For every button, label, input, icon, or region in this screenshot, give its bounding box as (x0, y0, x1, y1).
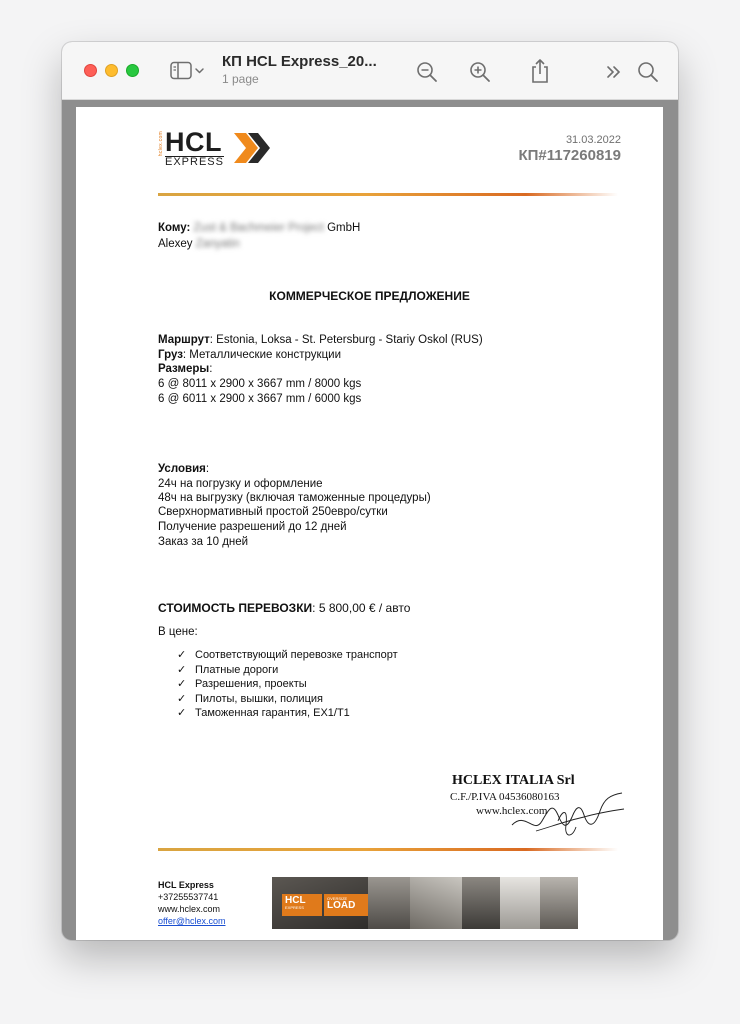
search-icon (637, 61, 659, 83)
sidebar-toggle-button[interactable] (170, 58, 206, 84)
condition-line: Получение разрешений до 12 дней (158, 521, 347, 533)
checkmark-icon: ✓ (177, 663, 187, 676)
list-item: ✓ Разрешения, проекты (177, 678, 307, 690)
price-value: : 5 800,00 € / авто (312, 601, 411, 615)
stamp-vat-number: C.F./P.IVA 04536080163 (450, 791, 560, 803)
price-line (158, 601, 410, 616)
checkmark-icon: ✓ (177, 707, 187, 719)
route-label: Маршрут (158, 334, 210, 346)
checkmark-icon: ✓ (177, 678, 187, 690)
document-page (76, 107, 663, 940)
recipient-company-line (158, 221, 360, 236)
footer-contacts (158, 879, 226, 927)
zoom-out-button[interactable] (414, 59, 440, 85)
sizes-heading (158, 362, 212, 377)
recipient-company-redacted: Zust & Bachmeier Project (193, 222, 324, 234)
cargo-label: Груз (158, 349, 183, 361)
document-title: КП HCL Express_20... (222, 53, 377, 70)
condition-line: 48ч на выгрузку (включая таможенные процедуры) (158, 492, 431, 504)
route-line (158, 333, 483, 348)
company-stamp (436, 773, 626, 843)
footer-website: www.hclex.com (158, 904, 221, 914)
sizes-label: Размеры (158, 363, 210, 375)
preview-window (62, 42, 678, 940)
footer-banner-image (272, 877, 578, 929)
document-heading: КОММЕРЧЕСКОЕ ПРЕДЛОЖЕНИЕ (269, 289, 470, 303)
share-icon (530, 58, 550, 84)
zoom-out-icon (416, 61, 438, 83)
checkmark-icon: ✓ (177, 649, 187, 661)
company-logo (158, 129, 278, 169)
offer-number: КП#117260819 (518, 147, 621, 164)
logo-brand: HCL (165, 127, 222, 157)
sizes-colon: : (209, 363, 213, 375)
list-item: ✓ Таможенная гарантия, EX1/T1 (177, 707, 350, 719)
minimize-button[interactable] (105, 64, 118, 77)
size-line: 6 @ 6011 x 2900 x 3667 mm / 6000 kgs (158, 393, 362, 405)
recipient-first-name: Alexey (158, 238, 196, 250)
signature-scribble (506, 781, 626, 843)
cargo-value: : Металлические конструкции (182, 349, 342, 361)
condition-line: Сверхнормативный простой 250евро/сутки (158, 506, 388, 518)
banner-hcl-logo: HCL EXPRESS (282, 894, 322, 916)
stamp-company-name: HCLEX ITALIA Srl (452, 773, 575, 788)
stamp-website: www.hclex.com (476, 805, 548, 817)
share-button[interactable] (527, 56, 553, 86)
conditions-label: Условия (158, 463, 206, 475)
title-block (222, 53, 377, 86)
route-value: : Estonia, Loksa - St. Petersburg - Stariy Oskol (RUS) (209, 334, 483, 346)
condition-line: Заказ за 10 дней (158, 536, 249, 548)
list-item: ✓ Соответствующий перевозке транспорт (177, 649, 398, 661)
recipient-last-name-redacted: Zanyatin (195, 238, 240, 250)
logo-side-text: hclex.com (158, 131, 164, 157)
zoom-in-icon (469, 61, 491, 83)
price-label: СТОИМОСТЬ ПЕРЕВОЗКИ (158, 601, 313, 615)
conditions-heading (158, 462, 209, 477)
to-label: Кому: (158, 222, 191, 234)
search-button[interactable] (635, 59, 661, 85)
included-list (177, 648, 398, 721)
chevron-double-right-icon (605, 64, 623, 80)
list-item: ✓ Платные дороги (177, 663, 279, 676)
sidebar-icon (170, 61, 206, 81)
footer-company: HCL Express (158, 880, 214, 890)
condition-line: 24ч на погрузку и оформление (158, 478, 323, 490)
included-label: В цене: (158, 626, 198, 638)
cargo-line (158, 348, 341, 363)
banner-oversize-logo: OVERSIZE LOAD (324, 894, 368, 916)
recipient-company-suffix: GmbH (323, 222, 361, 234)
footer-phone: +37255537741 (158, 892, 219, 902)
size-line: 6 @ 8011 x 2900 x 3667 mm / 8000 kgs (158, 378, 362, 390)
header-divider (158, 193, 618, 196)
logo-tagline: EXPRESS (165, 156, 224, 168)
list-item: ✓ Пилоты, вышки, полиция (177, 692, 323, 705)
more-tools-button[interactable] (602, 59, 626, 85)
checkmark-icon: ✓ (177, 692, 187, 705)
footer-divider (158, 848, 618, 851)
page-count: 1 page (222, 72, 259, 86)
conditions-colon: : (205, 463, 210, 475)
logo-chevron-icon (232, 131, 272, 165)
title-bar (62, 42, 678, 100)
zoom-in-button[interactable] (467, 59, 493, 85)
document-date: 31.03.2022 (565, 134, 621, 146)
recipient-person-line (158, 237, 240, 252)
close-button[interactable] (84, 64, 97, 77)
zoom-window-button[interactable] (126, 64, 139, 77)
footer-email-link[interactable]: offer@hclex.com (158, 916, 226, 926)
